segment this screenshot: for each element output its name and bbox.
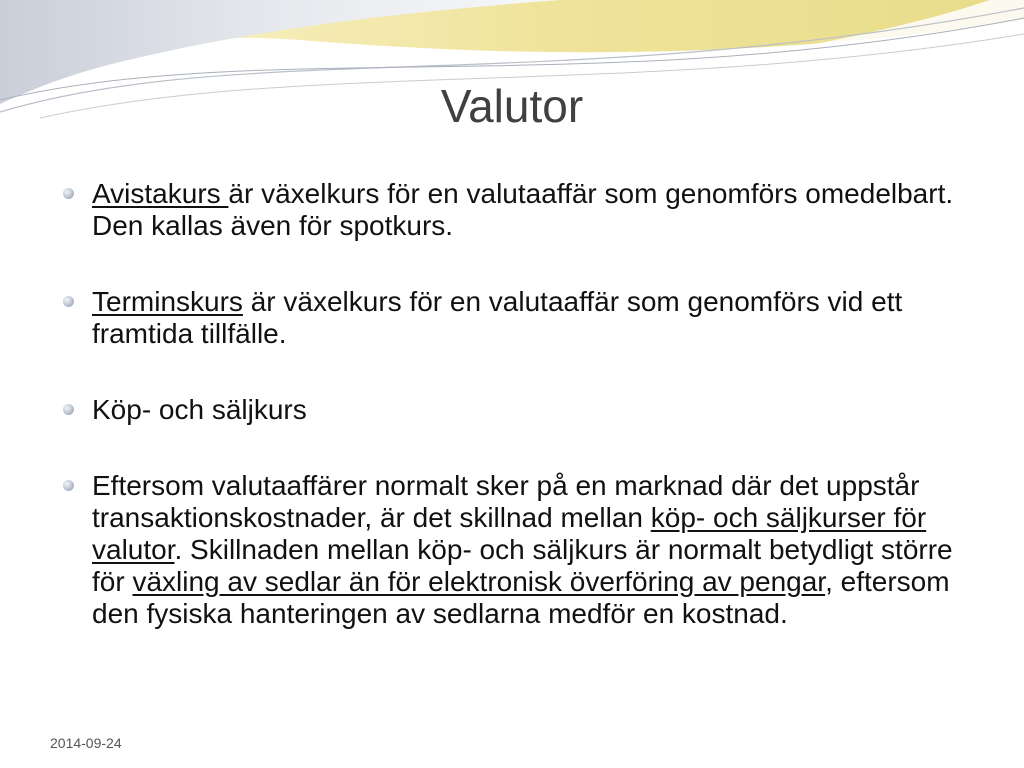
- bullet-dot-icon: [63, 188, 74, 199]
- term-vaxling-av-sedlar: växling av sedlar än för elektronisk överföring av pengar: [132, 566, 826, 597]
- bullet-text: Köp- och säljkurs: [92, 394, 307, 425]
- bullet-dot-icon: [63, 480, 74, 491]
- bullet-dot-icon: [63, 404, 74, 415]
- slide-title: Valutor: [440, 80, 584, 132]
- term-kop-och-saljkurser: köp- och säljkurser för valutor: [92, 502, 927, 565]
- footer-date: 2014-09-24: [50, 735, 122, 751]
- bullet-text: . Skillnaden mellan köp- och säljkurs är normalt betydligt större för: [92, 534, 953, 597]
- bullet-eftersom: [62, 470, 962, 630]
- bullet-dot-icon: [63, 296, 74, 307]
- bullet-avistakurs: [62, 178, 962, 242]
- term-terminskurs: Terminskurs: [92, 286, 243, 317]
- bullet-text: Eftersom valutaaffärer normalt sker på en marknad där det uppstår transaktionskostnader, är det skillnad mellan: [92, 470, 920, 533]
- term-avistakurs: Avistakurs: [92, 178, 229, 209]
- bullet-list: [62, 178, 962, 674]
- bullet-text: är växelkurs för en valutaaffär som genomförs omedelbart. Den kallas även för spotkurs.: [92, 178, 954, 241]
- bullet-text: är växelkurs för en valutaaffär som genomförs vid ett framtida tillfälle.: [92, 286, 903, 349]
- bullet-kop-och-saljkurs: [62, 394, 962, 426]
- bullet-terminskurs: [62, 286, 962, 350]
- bullet-text: , eftersom den fysiska hanteringen av sedlarna medför en kostnad.: [92, 566, 950, 629]
